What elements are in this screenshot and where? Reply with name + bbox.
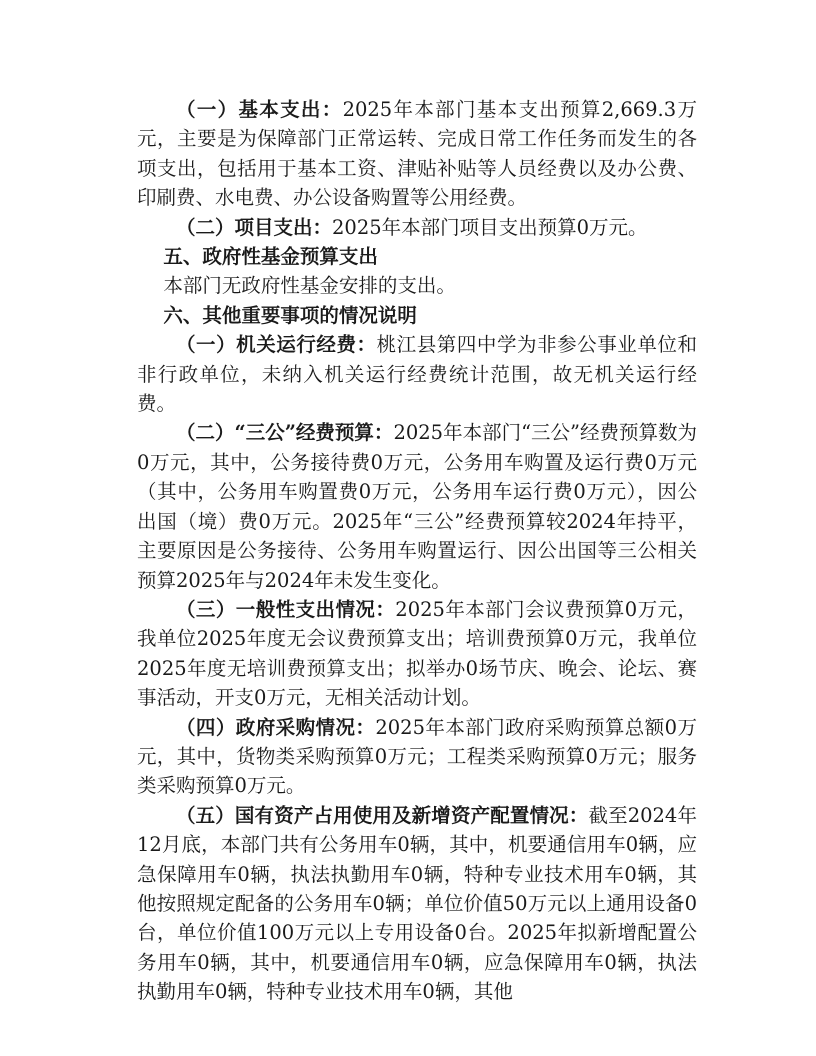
paragraph-lead: （四）政府采购情况： xyxy=(176,715,376,739)
paragraph-three-public-funds xyxy=(137,418,697,594)
paragraph-text: 2025年本部门“三公”经费预算数为0万元，其中，公务接待费0万元，公务用车购置及运行费0万元（其中，公务用车购置费0万元，公务用车运行费0万元），因公出国（境）费0万元。2025年“三公”经费预算较2024年持平，主要原因是公务接待、公务用车购置运行、因公出国等三公相关预算2025年与2024年未发生变化。 xyxy=(137,421,698,592)
document-page xyxy=(137,95,697,1007)
section-heading-government-fund: 五、政府性基金预算支出 xyxy=(163,245,378,269)
paragraph-lead: （二）项目支出： xyxy=(176,215,333,239)
paragraph-lead: （二）“三公”经费预算： xyxy=(176,421,394,445)
paragraph-state-assets xyxy=(137,801,697,1007)
paragraph-lead: （一）机关运行经费： xyxy=(176,333,377,357)
paragraph-operating-funds xyxy=(137,330,697,418)
paragraph-basic-expenditure xyxy=(137,95,697,213)
paragraph-text: 截至2024年12月底，本部门共有公务用车0辆，其中，机要通信用车0辆，应急保障用车0辆，执法执勤用车0辆，特种专业技术用车0辆，其他按照规定配备的公务用车0辆；单位价值50万元以上通用设备0台，单位价值100万元以上专用设备0台。2025年拟新增配置公务用车0辆，其中，机要通信用车0辆，应急保障用车0辆，执法执勤用车0辆，特种专业技术用车0辆，其他 xyxy=(137,803,697,1004)
paragraph-general-expenditure xyxy=(137,595,697,713)
paragraph-text: 桃江县第四中学为非参公事业单位和非行政单位，未纳入机关运行经费统计范围，故无机关运行经费。 xyxy=(137,333,697,416)
paragraph-text: 2025年本部门会议费预算0万元，我单位2025年度无会议费预算支出；培训费预算0万元，我单位2025年度无培训费预算支出；拟举办0场节庆、晚会、论坛、赛事活动，开支0万元，无相关活动计划。 xyxy=(137,597,697,710)
section-heading-other-matters: 六、其他重要事项的情况说明 xyxy=(163,303,417,327)
paragraph-lead: （五）国有资产占用使用及新增资产配置情况： xyxy=(176,803,589,827)
paragraph-lead: （一）基本支出： xyxy=(176,98,343,121)
paragraph-text: 2025年本部门基本支出预算2,669.3万元，主要是为保障部门正常运转、完成日常工作任务而发生的各项支出，包括用于基本工资、津贴补贴等人员经费以及办公费、印刷费、水电费、办公设备购置等公用经费。 xyxy=(137,98,697,210)
paragraph-government-procurement xyxy=(137,713,697,801)
paragraph-lead: （三）一般性支出情况： xyxy=(176,597,396,621)
paragraph-text: 2025年本部门项目支出预算0万元。 xyxy=(332,215,648,239)
paragraph-project-expenditure xyxy=(137,213,697,242)
paragraph-no-fund: 本部门无政府性基金安排的支出。 xyxy=(163,274,456,298)
paragraph-text: 2025年本部门政府采购预算总额0万元，其中，货物类采购预算0万元；工程类采购预算0万元；服务类采购预算0万元。 xyxy=(137,715,697,798)
